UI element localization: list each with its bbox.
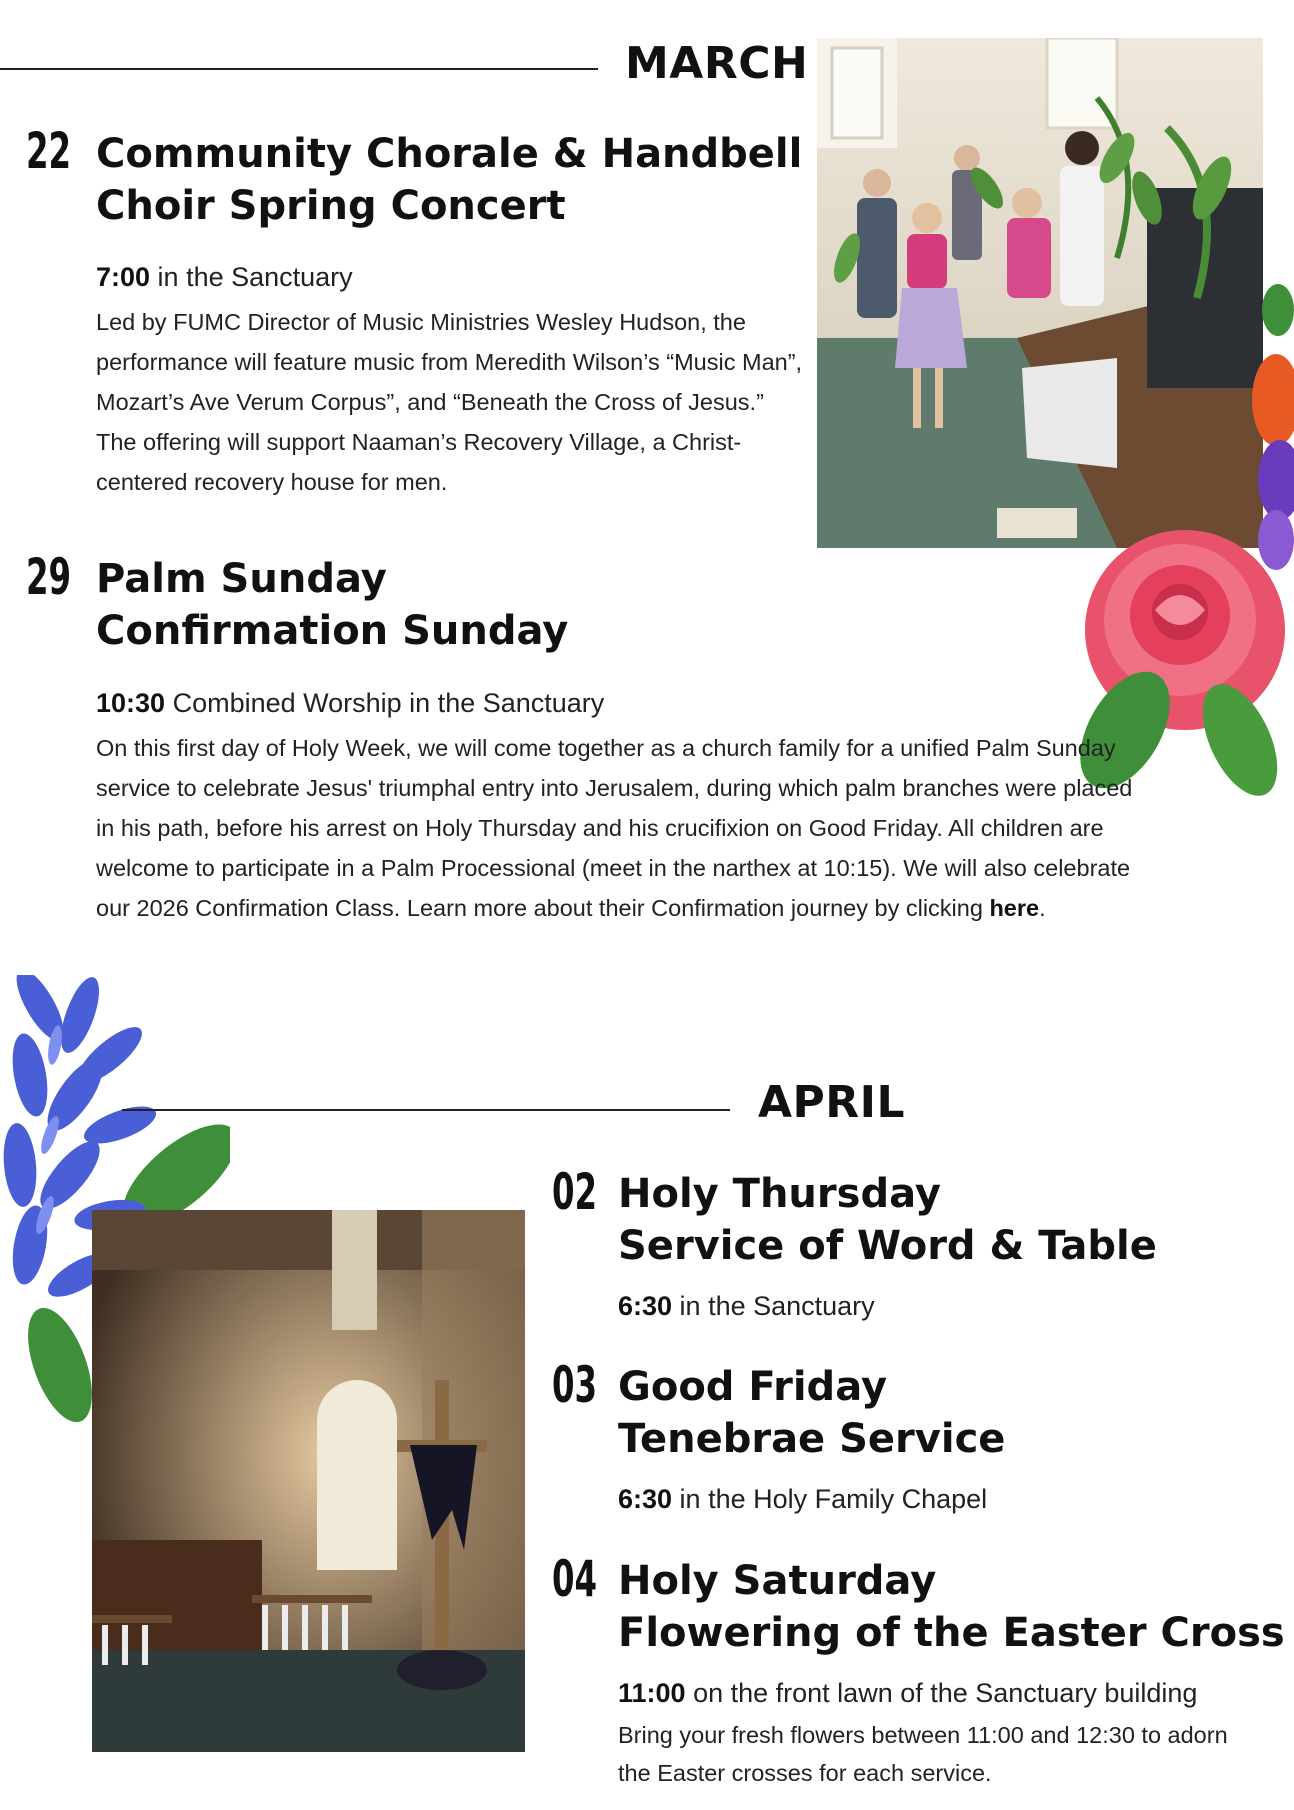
event-time: 7:00 [96,262,151,292]
rose-flower-illustration [1040,250,1294,810]
event-description: Bring your fresh flowers between 11:00 and 12:30 to adorn the Easter crosses for each service. [618,1722,1228,1786]
event-time-location [618,1484,987,1515]
event-time: 6:30 [618,1484,673,1514]
event-location: in the Sanctuary [150,262,353,292]
event-description-text: On this first day of Holy Week, we will come together as a church family for a unified Palm Sunday service to celebrate Jesus' triumphal entry into Jerusalem, during which palm branches were placed in his path, before his arrest on Holy Thursday and his crucifixion on Good Friday. All children are welcome to participate in a Palm Processional (meet in the narthex at 10:15). We will also celebrate our 2026 Confirmation Class. Learn more about their Confirmation journey by clicking [96,735,1133,921]
event-location: Combined Worship in the Sanctuary [165,688,605,718]
event-title-line: Flowering of the Easter Cross [618,1610,1285,1656]
event-title-line: Tenebrae Service [618,1416,1006,1462]
event-time: 6:30 [618,1291,673,1321]
event-title [618,1555,1285,1659]
event-title [618,1168,1157,1272]
event-title-line: Service of Word & Table [618,1223,1157,1269]
event-time-location [618,1291,875,1322]
event-day: 22 [26,122,72,180]
event-time: 10:30 [96,688,166,718]
event-description [96,728,1156,928]
event-location: on the front lawn of the Sanctuary building [685,1678,1198,1708]
event-location: in the Sanctuary [672,1291,875,1321]
event-title-line: Confirmation Sunday [96,608,569,654]
event-time-location [618,1678,1197,1709]
event-title-line: Choir Spring Concert [96,183,566,229]
event-day: 04 [552,1550,598,1608]
confirmation-link[interactable]: here [989,895,1040,921]
event-day: 02 [552,1163,598,1221]
event-time-location [96,688,604,719]
easter-cross-chapel-photo [92,1210,525,1752]
event-description-end: . [1039,895,1046,921]
event-day: 29 [26,548,72,606]
event-title [96,553,568,657]
event-title-line: Holy Thursday [618,1171,941,1217]
event-time: 11:00 [618,1678,686,1708]
event-title [96,128,802,232]
month-heading-april: APRIL [758,1077,906,1128]
event-title-line: Good Friday [618,1364,888,1410]
march-divider [0,68,598,70]
april-divider [122,1109,730,1111]
event-title-line: Palm Sunday [96,556,387,602]
event-time-location [96,262,353,293]
event-title-line: Holy Saturday [618,1558,937,1604]
event-title-line: Community Chorale & Handbell [96,131,803,177]
event-title [618,1361,1005,1465]
month-heading-march: MARCH [625,38,809,89]
event-location: in the Holy Family Chapel [672,1484,988,1514]
event-day: 03 [552,1356,598,1414]
event-description: Led by FUMC Director of Music Ministries Wesley Hudson, the performance will feature music from Meredith Wilson’s “Music Man”, Mozart’s Ave Verum Corpus”, and “Beneath the Cross of Jesus.” The offering will support Naaman’s Recovery Village, a Christ-centered recovery house for men. [96,309,803,495]
